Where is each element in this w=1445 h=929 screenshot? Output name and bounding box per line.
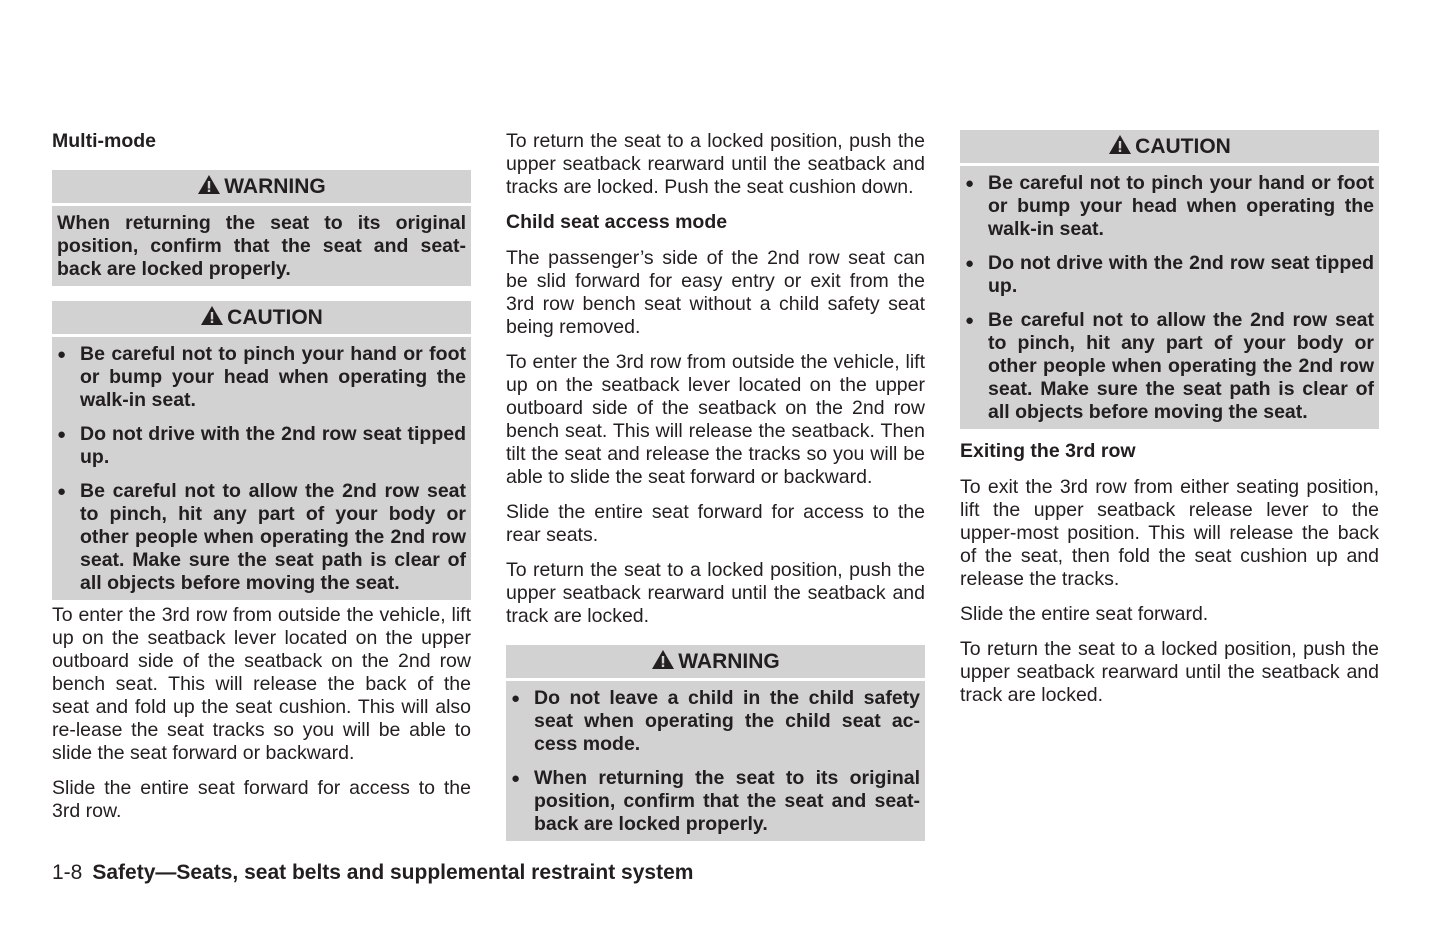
paragraph: To return the seat to a locked position, push the upper seatback rearward until the seatback and track are locked. xyxy=(960,638,1379,706)
column-3 xyxy=(960,130,1379,719)
warning-item: ● When returning the seat to its original position, confirm that the seat and seat-back are locked properly. xyxy=(511,767,920,836)
section-heading-child-seat-access-mode: Child seat access mode xyxy=(506,211,728,233)
warning-text: When returning the seat to its original position, confirm that the seat and seat-back are locked properly. xyxy=(57,212,466,280)
caution-box xyxy=(960,130,1379,429)
paragraph: To return the seat to a locked position, push the upper seatback rearward until the seatback and track are locked. xyxy=(506,559,925,627)
warning-list xyxy=(511,687,920,836)
paragraph: To return the seat to a locked position, push the upper seatback rearward until the seatback and tracks are locked. Push the seat cushion down. xyxy=(506,130,925,198)
warning-box xyxy=(52,170,471,286)
caution-list xyxy=(57,343,466,595)
caution-item: ● Be careful not to allow the 2nd row seat to pinch, hit any part of your body or other people when operating the 2nd row seat. Make sure the seat path is clear of all objects before moving the seat. xyxy=(965,309,1374,424)
column-1 xyxy=(52,130,471,835)
caution-list xyxy=(965,172,1374,424)
section-heading-multi-mode: Multi-mode xyxy=(52,130,156,152)
caution-item: ● Do not drive with the 2nd row seat tipped up. xyxy=(965,252,1374,298)
caution-item: ● Be careful not to pinch your hand or foot or bump your head when operating the walk-in seat. xyxy=(965,172,1374,241)
warning-triangle-icon xyxy=(651,647,675,680)
caution-title: CAUTION xyxy=(227,306,323,329)
caution-triangle-icon xyxy=(200,303,224,336)
caution-header xyxy=(52,301,471,337)
paragraph: The passenger’s side of the 2nd row seat can be slid forward for easy entry or exit from the 3rd row bench seat without a child safety seat being removed. xyxy=(506,247,925,338)
paragraph: To exit the 3rd row from either seating position, lift the upper seatback release lever to the upper-most position. This will release the back of the seat, then fold the seat cushion up and release the tracks. xyxy=(960,476,1379,590)
page-footer xyxy=(52,860,693,886)
warning-header xyxy=(506,645,925,681)
paragraph: Slide the entire seat forward for access to the rear seats. xyxy=(506,501,925,546)
warning-title: WARNING xyxy=(224,175,326,198)
chapter-title: Safety—Seats, seat belts and supplemental restraint system xyxy=(92,861,694,884)
paragraph: To enter the 3rd row from outside the vehicle, lift up on the seatback lever located on the upper outboard side of the seatback on the 2nd row bench seat. This will release the seatback. Then tilt the seat and release the tracks so you will be able to slide the seat forward or backward. xyxy=(506,351,925,488)
column-2 xyxy=(506,130,925,854)
caution-item: ● Do not drive with the 2nd row seat tipped up. xyxy=(57,423,466,469)
warning-header xyxy=(52,170,471,206)
warning-title: WARNING xyxy=(678,650,780,673)
caution-title: CAUTION xyxy=(1135,135,1231,158)
warning-triangle-icon xyxy=(197,172,221,205)
page-number: 1-8 xyxy=(52,861,83,884)
section-heading-exiting-3rd-row: Exiting the 3rd row xyxy=(960,440,1136,462)
caution-box xyxy=(52,301,471,600)
paragraph: Slide the entire seat forward. xyxy=(960,603,1209,625)
paragraph: To enter the 3rd row from outside the vehicle, lift up on the seatback lever located on the upper outboard side of the seatback on the 2nd row bench seat. This will release the back of the seat and fold up the seat cushion. This will also re-lease the seat tracks so you will be able to slide the seat forward or backward. xyxy=(52,604,471,764)
caution-header xyxy=(960,130,1379,166)
caution-item: ● Be careful not to pinch your hand or foot or bump your head when operating the walk-in seat. xyxy=(57,343,466,412)
caution-triangle-icon xyxy=(1108,132,1132,165)
caution-item: ● Be careful not to allow the 2nd row seat to pinch, hit any part of your body or other people when operating the 2nd row seat. Make sure the seat path is clear of all objects before moving the seat. xyxy=(57,480,466,595)
warning-box xyxy=(506,645,925,841)
paragraph: Slide the entire seat forward for access to the 3rd row. xyxy=(52,777,471,822)
warning-item: ● Do not leave a child in the child safety seat when operating the child seat ac-cess mode. xyxy=(511,687,920,756)
